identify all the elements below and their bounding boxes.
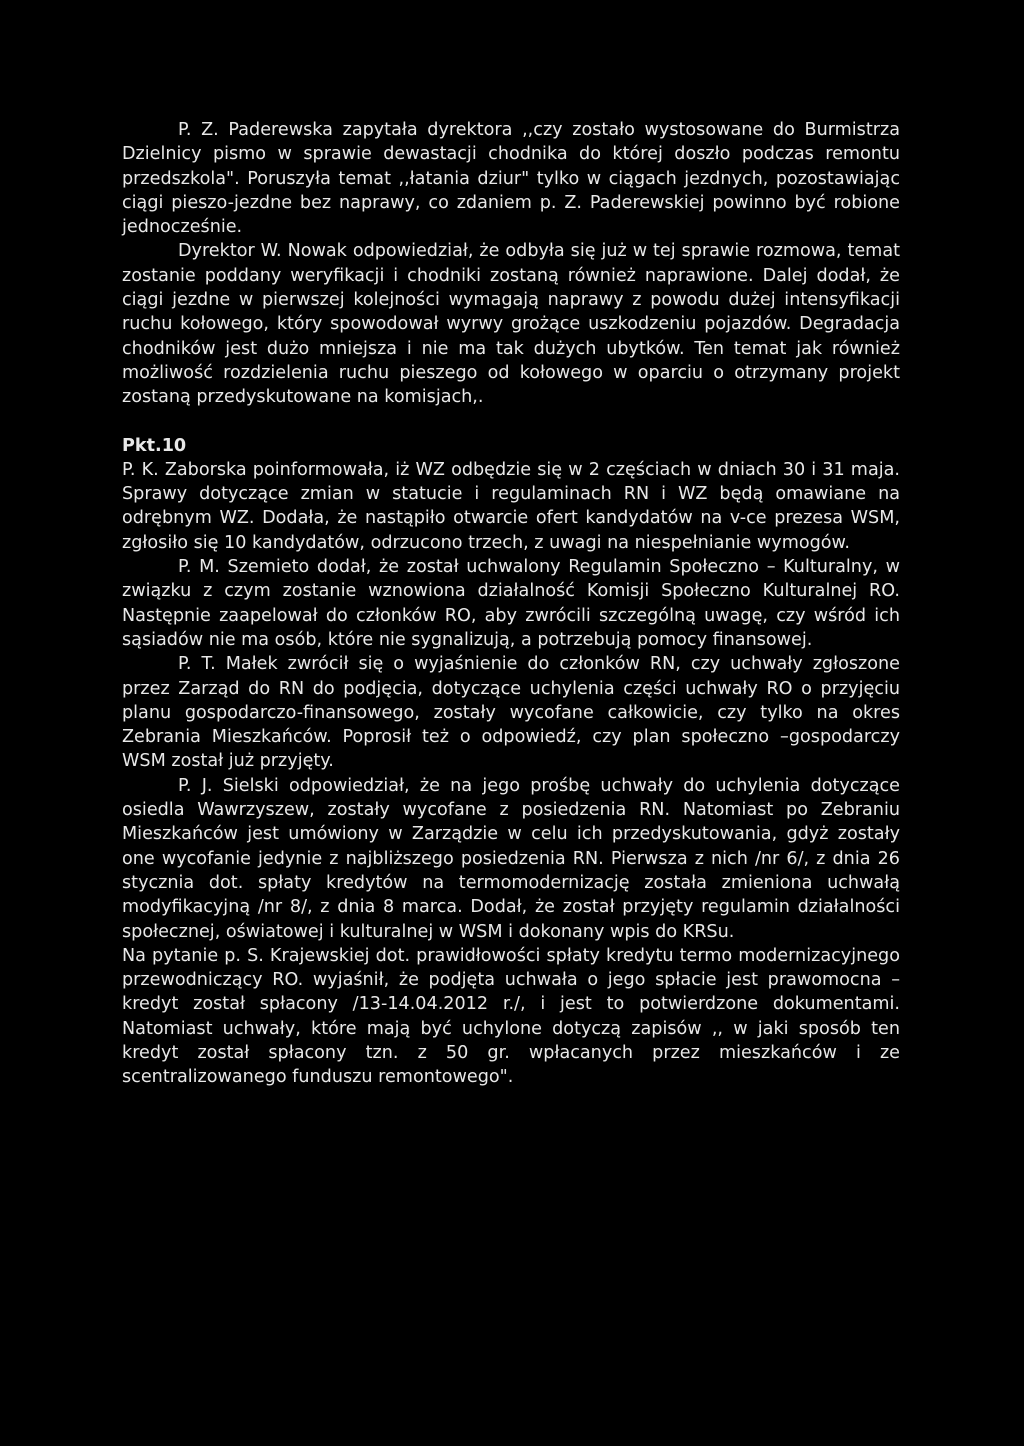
paragraph-nowak: Dyrektor W. Nowak odpowiedział, że odbyła się już w tej sprawie rozmowa, temat zostanie poddany weryfikacji i chodniki zostaną również naprawione. Dalej dodał, że ciągi jezdne w pierwszej kolejności wymagają naprawy z powodu dużej intensyfikacji ruchu kołowego, który spowodował wyrwy grożące uszkodzeniu pojazdów. Degradacja chodników jest dużo mniejsza i nie ma tak dużych ubytków. Ten temat jak również możliwość rozdzielenia ruchu pieszego od kołowego w oparciu o otrzymany projekt zostaną przedyskutowane na komisjach,. [122,241,900,408]
paragraph-malek: P. T. Małek zwrócił się o wyjaśnienie do członków RN, czy uchwały zgłoszone przez Zarząd do RN do podjęcia, dotyczące uchylenia części uchwały RO o przyjęciu planu gospodarczo-finansowego, zostały wycofane całkowicie, czy tylko na okres Zebrania Mieszkańców. Poprosił też o odpowiedź, czy plan społeczno –gospodarczy WSM został już przyjęty. [122,654,900,772]
section-heading: Pkt.10 [122,435,187,456]
document-body [122,118,900,1090]
paragraph-zaborska: P. K. Zaborska poinformowała, iż WZ odbędzie się w 2 częściach w dniach 30 i 31 maja. Sprawy dotyczące zmian w statucie i regulaminach RN i WZ będą omawiane na odrębnym WZ. Dodała, że nastąpiło otwarcie ofert kandydatów na v-ce prezesa WSM, zgłosiło się 10 kandydatów, odrzucono trzech, z uwagi na niespełnianie wymogów. [122,459,900,553]
paragraph-paderewska: P. Z. Paderewska zapytała dyrektora ,,czy zostało wystosowane do Burmistrza Dzielnicy pismo w sprawie dewastacji chodnika do której doszło podczas remontu przedszkola". Poruszyła temat ,,łatania dziur" tylko w ciągach jezdnych, pozostawiając ciągi pieszo-jezdne bez naprawy, co zdaniem p. Z. Paderewskiej powinno być robione jednocześnie. [122,120,900,238]
paragraph-szemieto: P. M. Szemieto dodał, że został uchwalony Regulamin Społeczno – Kulturalny, w związku z czym zostanie wznowiona działalność Komisji Społeczno Kulturalnej RO. Następnie zaapelował do członków RO, aby zwrócili szczególną uwagę, czy wśród ich sąsiadów nie ma osób, które nie sygnalizują, a potrzebują pomocy finansowej. [122,557,900,650]
paragraph-krajewska-question: Na pytanie p. S. Krajewskiej dot. prawidłowości spłaty kredytu termo modernizacyjnego przewodniczący RO. wyjaśnił, że podjęta uchwała o jego spłacie jest prawomocna – kredyt został spłacony /13-14.04.2012 r./, i jest to potwierdzone dokumentami. Natomiast uchwały, które mają być uchylone dotyczą zapisów ,, w jaki sposób ten kredyt został spłacony tzn. z 50 gr. wpłacanych przez mieszkańców i ze scentralizowanego funduszu remontowego". [122,945,900,1088]
paragraph-sielski: P. J. Sielski odpowiedział, że na jego prośbę uchwały do uchylenia dotyczące osiedla Wawrzyszew, zostały wycofane z posiedzenia RN. Natomiast po Zebraniu Mieszkańców jest umówiony w Zarządzie w celu ich przedyskutowania, gdyż zostały one wycofanie jedynie z najbliższego posiedzenia RN. Pierwsza z nich /nr 6/, z dnia 26 stycznia dot. spłaty kredytów na termomodernizację została zmieniona uchwałą modyfikacyjną /nr 8/, z dnia 8 marca. Dodał, że został przyjęty regulamin działalności społecznej, oświatowej i kulturalnej w WSM i dokonany wpis do KRSu. [122,775,900,942]
